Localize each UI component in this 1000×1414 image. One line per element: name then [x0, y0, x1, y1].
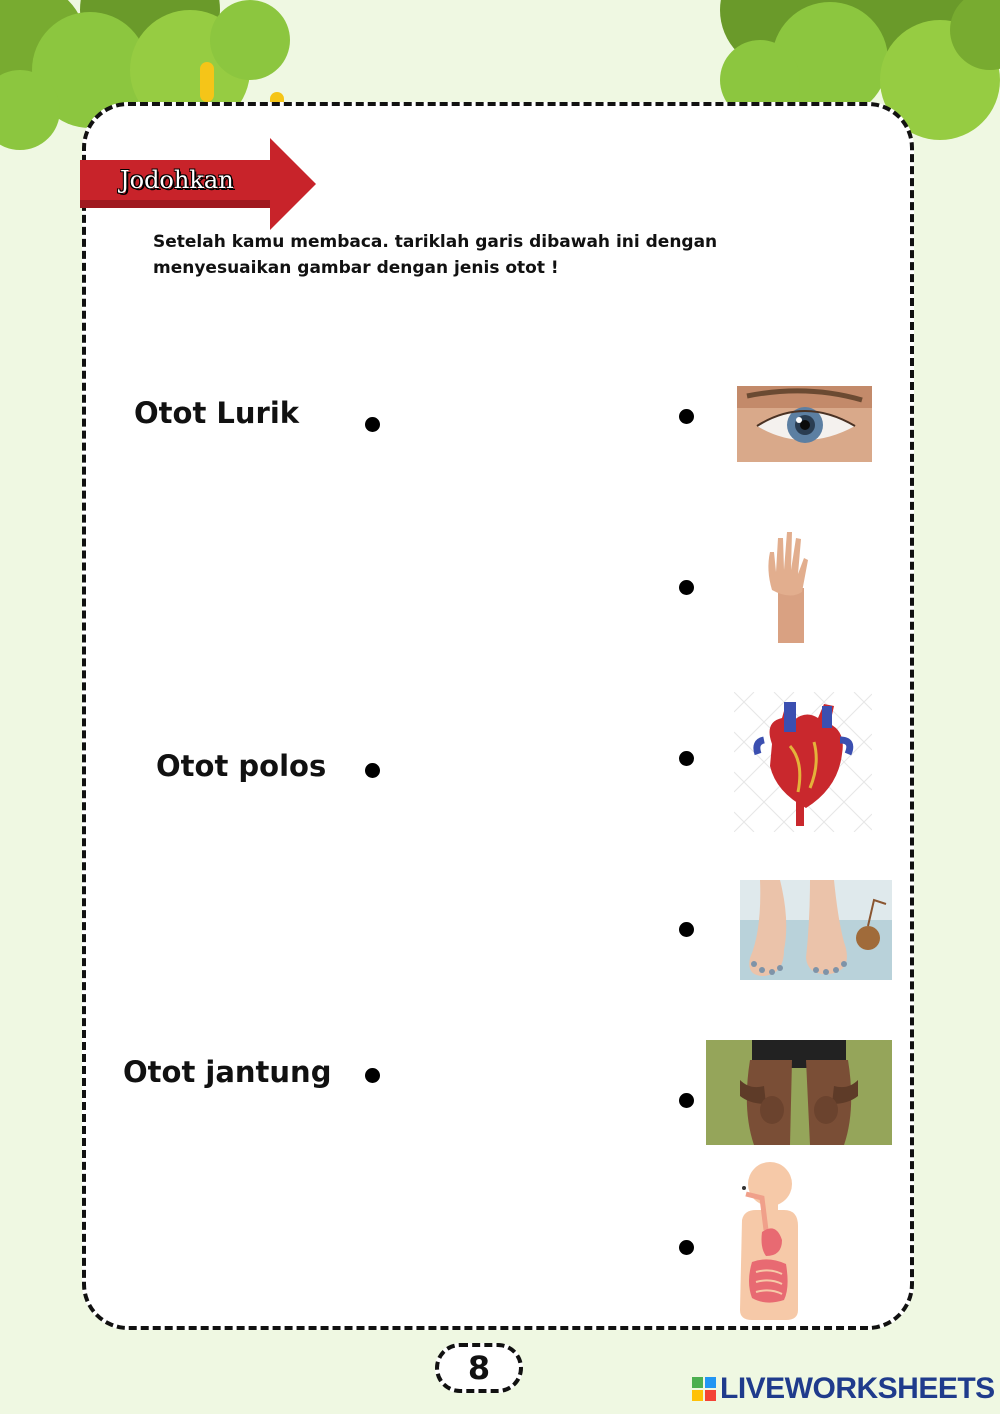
right-match-dot[interactable] [679, 409, 694, 424]
label-otot-jantung: Otot jantung [123, 1055, 332, 1089]
page-number: 8 [435, 1343, 523, 1393]
right-match-dot[interactable] [679, 751, 694, 766]
raised-hand-photo [760, 530, 808, 643]
liveworksheets-logo [692, 1372, 995, 1406]
right-match-dot[interactable] [679, 580, 694, 595]
left-match-dot[interactable] [365, 1068, 380, 1083]
left-match-dot[interactable] [365, 417, 380, 432]
left-match-dot[interactable] [365, 763, 380, 778]
brand-name: LIVEWORKSHEETS [720, 1372, 995, 1405]
right-match-dot[interactable] [679, 1093, 694, 1108]
knees-legs-photo [706, 1040, 892, 1145]
label-otot-polos: Otot polos [156, 749, 327, 783]
right-match-dot[interactable] [679, 922, 694, 937]
label-otot-lurik: Otot Lurik [134, 396, 300, 430]
liveworksheets-icon [692, 1377, 716, 1401]
human-heart-illustration [734, 692, 872, 832]
feet-photo [740, 880, 892, 980]
eye-photo [737, 386, 872, 462]
right-match-dot[interactable] [679, 1240, 694, 1255]
digestive-system-illustration [736, 1160, 802, 1320]
instruction-text: Setelah kamu membaca. tariklah garis dibawah ini dengan menyesuaikan gambar dengan jenis otot ! [153, 232, 718, 278]
banner-title: Jodohkan [120, 166, 234, 194]
